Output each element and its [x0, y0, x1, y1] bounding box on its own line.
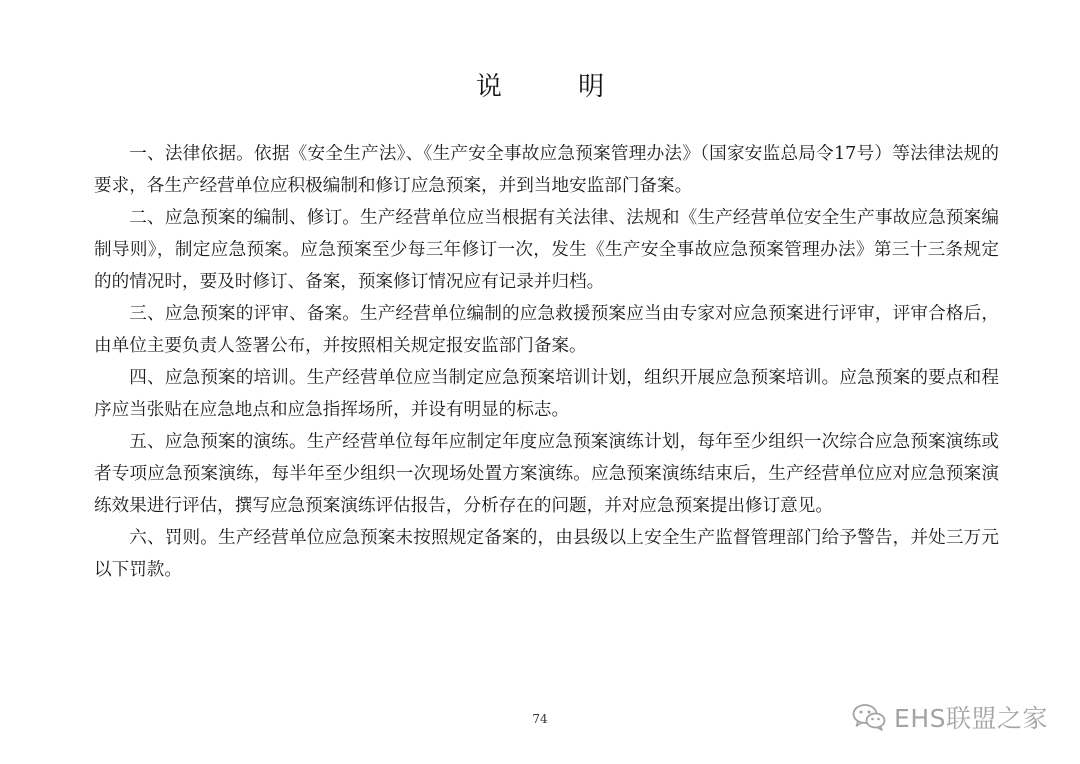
paragraph-compilation: 二、应急预案的编制、修订。生产经营单位应当根据有关法律、法规和《生产经营单位安全生产事故应急预案编制导则》，制定应急预案。应急预案至少每三年修订一次，发生《生产安全事故应急预案管理办法》第三十三条规定的的情况时，要及时修订、备案，预案修订情况应有记录并归档。 [94, 208, 999, 292]
page-number: 74 [532, 712, 548, 726]
page-title: 说 明 [475, 72, 639, 102]
document-body [94, 138, 999, 586]
paragraph-legal-basis: 一、法律依据。依据《安全生产法》、《生产安全事故应急预案管理办法》（国家安监总局令17号）等法律法规的要求，各生产经营单位应积极编制和修订应急预案，并到当地安监部门备案。 [94, 144, 999, 196]
paragraph-penalty: 六、罚则。生产经营单位应急预案未按照规定备案的，由县级以上安全生产监督管理部门给予警告，并处三万元以下罚款。 [94, 528, 999, 580]
paragraph-training: 四、应急预案的培训。生产经营单位应当制定应急预案培训计划，组织开展应急预案培训。应急预案的要点和程序应当张贴在应急地点和应急指挥场所，并设有明显的标志。 [94, 368, 999, 420]
watermark-text: EHS联盟之家 [894, 704, 1048, 733]
paragraph-review: 三、应急预案的评审、备案。生产经营单位编制的应急救援预案应当由专家对应急预案进行评审，评审合格后，由单位主要负责人签署公布，并按照相关规定报安监部门备案。 [94, 304, 999, 356]
wechat-icon [852, 703, 886, 731]
watermark [852, 700, 1048, 734]
paragraph-drill: 五、应急预案的演练。生产经营单位每年应制定年度应急预案演练计划，每年至少组织一次综合应急预案演练或者专项应急预案演练，每半年至少组织一次现场处置方案演练。应急预案演练结束后，生产经营单位应对应急预案演练效果进行评估，撰写应急预案演练评估报告，分析存在的问题，并对应急预案提出修订意见。 [94, 432, 999, 516]
